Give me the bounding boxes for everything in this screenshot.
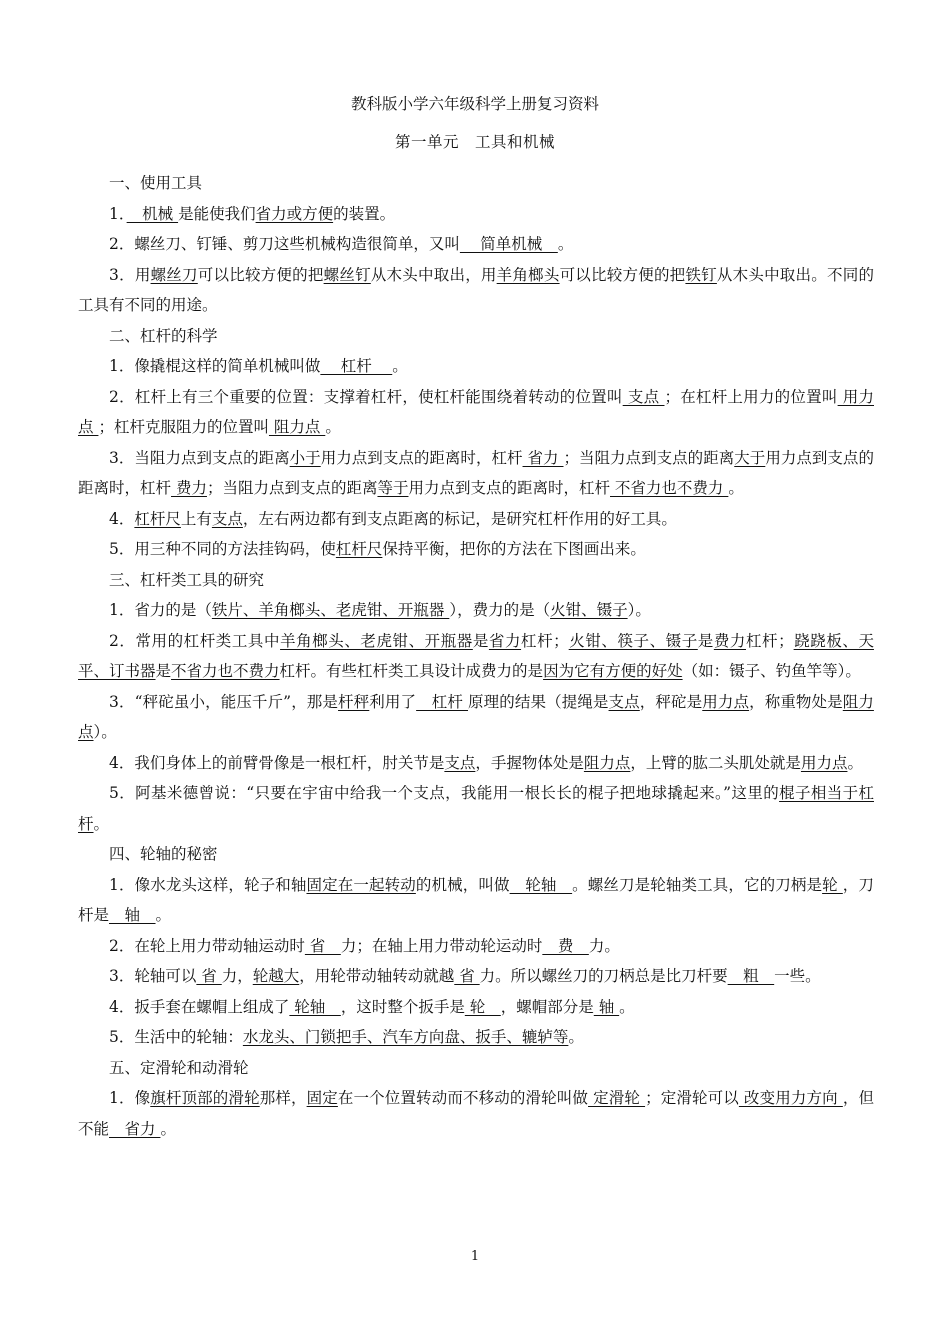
text-run: 用力点到支点的距离时，杠杆 [320,448,523,467]
answer-text: 杠杆 [416,692,469,711]
answer-text: 用力点 [78,387,874,436]
text-run: 1．像水龙头这样，轮子和轴 [109,875,307,894]
answer-text: 省 [304,936,341,955]
text-run: 。 [619,997,635,1016]
text-run: 。 [557,235,574,253]
text-run: 用力点到支点的距离时，杠杆 [408,479,610,497]
answer-text: 阻力点 [268,418,326,436]
answer-text: 跷跷板、天平、订书器 [78,631,874,680]
text-run: 三、杠杆类工具的研究 [109,570,265,589]
answer-text: 固定 [306,1089,338,1107]
text-run: ，这时整个扳手是 [340,997,465,1016]
text-run: 的机械，叫做 [415,875,510,894]
text-run: 是能使我们 [178,204,256,223]
paragraph [78,626,874,687]
text-run: 。螺丝刀是轮轴类工具，它的刀柄是 [572,875,823,894]
paragraph [78,1053,874,1084]
answer-text: 支点 [444,753,476,772]
paragraph [78,351,874,382]
page-number: 1 [470,1249,480,1264]
answer-text: 轴 [593,997,620,1016]
answer-text: 粗 [727,967,775,985]
text-run: 一、使用工具 [109,174,203,192]
text-run: 。 [568,1028,584,1046]
text-run: 四、轮轴的秘密 [109,845,218,863]
text-run: 。 [847,753,863,772]
text-run: ，螺帽部分是 [500,997,594,1016]
answer-text: 等于 [377,479,409,497]
text-run: 杠杆； [745,631,794,650]
text-run: 2．螺丝刀、钉锤、剪刀这些机械构造很简单，又叫 [109,235,460,253]
text-run: ，但不能 [78,1089,874,1138]
text-run: ；在杠杆上用力的位置叫 [664,387,838,406]
answer-text: 轮 [464,997,501,1016]
text-run: 。 [392,357,408,375]
text-run: 杠杆。有些杠杆类工具设计成费力的是 [279,662,544,680]
text-run: ；杠杆克服阻力的位置叫 [98,418,269,436]
answer-text: 用力点 [702,692,750,711]
document-title: 教科版小学六年级科学上册复习资料 [350,95,599,113]
document-body [78,168,874,1144]
text-run: 3．轮轴可以 [109,967,197,985]
text-run: 是 [697,631,714,650]
text-run: ，手握物体处是 [475,753,584,772]
answer-text: 省力 [522,448,564,467]
text-run: 1． [109,204,127,223]
answer-text: 杆秤 [338,692,370,711]
answer-text: 固定在一起转动 [306,875,416,894]
answer-text: 火钳、镊子 [550,601,628,619]
text-run: ，称重物处是 [749,692,843,711]
paragraph [78,168,874,199]
text-run: ，上臂的肱二头肌处就是 [630,753,801,772]
paragraph [78,839,874,870]
paragraph [78,199,874,230]
text-run: 杠杆； [521,631,569,650]
paragraph [78,595,874,626]
answer-text: 阻力点 [78,692,874,741]
answer-text: 因为它有方便的好处 [543,662,683,680]
text-run: ，用轮带动轴转动就越 [299,967,455,985]
paragraph [78,687,874,748]
text-run: 1．像 [109,1089,151,1107]
text-run: 从木头中取出，用 [370,265,497,284]
paragraph [78,504,874,535]
text-run: 2．在轮上用力带动轴运动时 [109,936,305,955]
text-run: 可以比较方便的把 [559,265,686,284]
text-run: 的装置。 [333,204,396,223]
answer-text: 铁片、羊角榔头、老虎钳、开瓶器 [211,601,450,619]
paragraph [78,870,874,931]
text-run: 力。所以螺丝刀的刀柄总是比刀杆要 [479,967,728,985]
text-run: 上有 [180,509,212,528]
answer-text: 改变用力方向 [738,1089,843,1107]
text-run: 力；在轴上用力带动轮运动时 [340,936,543,955]
answer-text: 定滑轮 [588,1089,646,1107]
text-run: ），费力的是（ [449,601,551,619]
text-run: 。 [728,479,744,497]
answer-text: 杠杆尺 [134,509,181,528]
paragraph [78,534,874,565]
answer-text: 省力或方便 [255,204,334,223]
answer-text: 不省力也不费力 [610,479,729,497]
answer-text: 费力 [713,631,746,650]
text-run: ，刀杆是 [78,875,874,924]
answer-text: 羊角榔头 [496,265,560,284]
answer-text: 螺丝刀 [150,265,198,284]
answer-text: 杠杆尺 [335,540,383,558]
answer-text: 水龙头、门锁把手、汽车方向盘、扳手、辘轳等 [242,1028,569,1046]
text-run: 5．生活中的轮轴： [109,1028,243,1046]
answer-text: 省 [196,967,222,985]
unit-heading: 第一单元 工具和机械 [394,133,555,151]
answer-text: 机械 [126,204,179,223]
text-run: 3．当阻力点到支点的距离 [109,448,290,467]
answer-text: 羊角榔头、老虎钳、开瓶器 [280,631,473,650]
answer-text: 轮轴 [509,875,573,894]
answer-text: 用力点 [800,753,848,772]
answer-text: 支点 [608,692,640,711]
answer-text: 阻力点 [583,753,631,772]
answer-text: 旗杆顶部的滑轮 [150,1089,260,1107]
text-run: ，左右两边都有到支点距离的标记，是研究杠杆作用的好工具。 [242,509,677,528]
text-run: 原理的结果（提绳是 [468,692,609,711]
answer-text: 费 [542,936,589,955]
text-run: ）。 [627,601,651,619]
text-run: ；当阻力点到支点的距离 [563,448,735,467]
answer-text: 轮越大 [252,967,300,985]
text-run: 1．像撬棍这样的简单机械叫做 [109,357,321,375]
text-run: 五、定滑轮和动滑轮 [109,1058,249,1077]
paragraph [78,229,874,260]
text-run: 一些。 [774,967,821,985]
paragraph [78,565,874,596]
text-run: 二、杠杆的科学 [109,326,218,345]
answer-text: 省 [454,967,480,985]
answer-text: 轮轴 [289,997,341,1016]
text-run: ）。 [93,723,117,741]
paragraph [78,260,874,321]
text-run: 利用了 [369,692,417,711]
text-run: ；当阻力点到支点的距离 [206,479,378,497]
text-run: 用力点到支点的距离时，杠杆 [78,448,874,497]
answer-text: 支点 [622,387,665,406]
answer-text: 杠杆 [320,357,393,375]
text-run: ；定滑轮可以 [645,1089,739,1107]
text-run: 1．省力的是（ [109,601,212,619]
paragraph [78,443,874,504]
text-run: 4． [109,509,135,528]
text-run: 3．用 [109,265,151,284]
text-run: 5．阿基米德曾说：“只要在宇宙中给我一个支点，我能用一根长长的棍子把地球撬起来。”这里的 [109,784,780,802]
paragraph [78,321,874,352]
text-run: 2．常用的杠杆类工具中 [109,631,281,650]
answer-text: 轴 [109,906,156,924]
answer-text: 省力 [488,631,522,650]
text-run: 。 [93,814,110,833]
text-run: 可以比较方便的把 [197,265,324,284]
text-run: 。 [160,1119,176,1138]
text-run: 那样， [259,1089,307,1107]
answer-text: 小于 [289,448,321,467]
text-run: ，秤砣是 [639,692,703,711]
text-run: （如：镊子、钓鱼竿等）。 [682,662,861,680]
text-run: 力。 [588,936,620,955]
answer-text: 省力 [109,1119,161,1138]
text-run: 力， [221,967,253,985]
paragraph [78,961,874,992]
paragraph [78,748,874,779]
text-run: 5．用三种不同的方法挂钩码，使 [109,540,336,558]
answer-text: 大于 [734,448,766,467]
answer-text: 螺丝钉 [323,265,371,284]
text-run: 2．杠杆上有三个重要的位置：支撑着杠杆，使杠杆能围绕着转动的位置叫 [109,387,623,406]
answer-text: 轮 [822,875,843,894]
paragraph [78,931,874,962]
text-run: 从木头中取出。不同的工具有不同的用途。 [78,265,874,314]
answer-text: 不省力也不费力 [171,662,280,680]
answer-text: 棍子相当于杠杆 [78,784,874,833]
paragraph [78,1022,874,1053]
text-run: 。 [155,906,172,924]
answer-text: 火钳、筷子、镊子 [568,631,698,650]
paragraph [78,382,874,443]
text-run: 4．扳手套在螺帽上组成了 [109,997,290,1016]
text-run: 4．我们身体上的前臂骨像是一根杠杆，肘关节是 [109,753,445,772]
text-run: 3．“秤砣虽小，能压千斤”，那是 [109,692,339,711]
text-run: 。 [325,418,341,436]
text-run: 是 [155,662,172,680]
paragraph [78,778,874,839]
paragraph [78,1083,874,1144]
answer-text: 铁钉 [685,265,717,284]
text-run: 保持平衡，把你的方法在下图画出来。 [382,540,646,558]
answer-text: 简单机械 [459,235,558,253]
answer-text: 费力 [171,479,207,497]
text-run: 是 [472,631,489,650]
text-run: 在一个位置转动而不移动的滑轮叫做 [337,1089,589,1107]
answer-text: 支点 [211,509,243,528]
paragraph [78,992,874,1023]
